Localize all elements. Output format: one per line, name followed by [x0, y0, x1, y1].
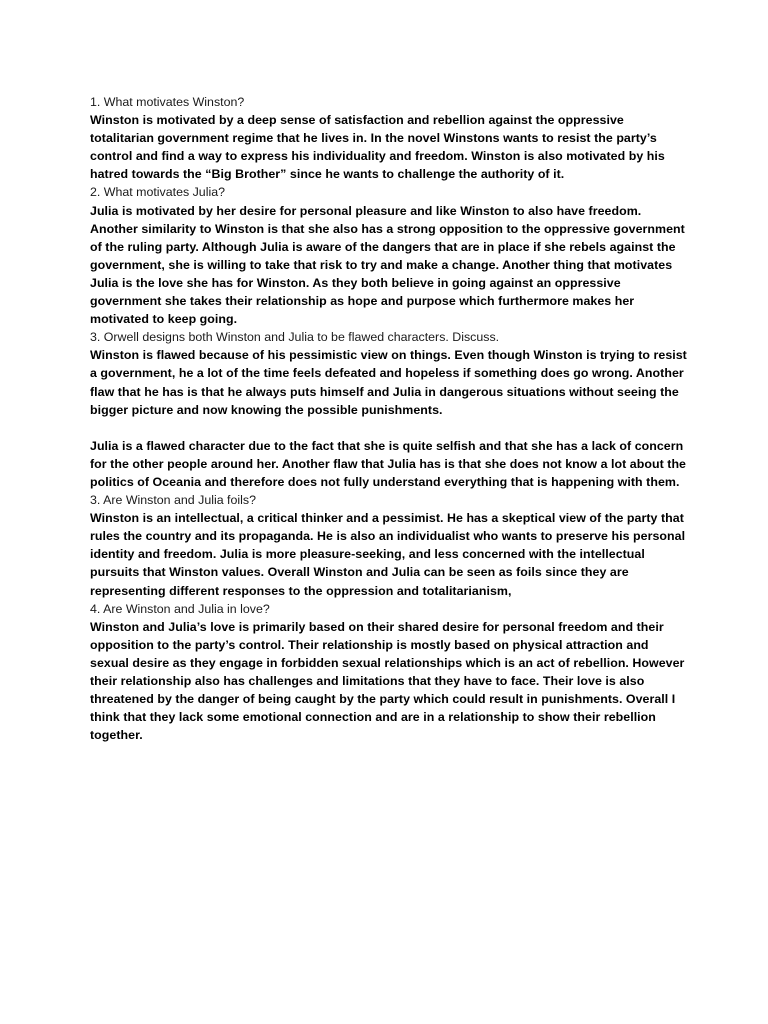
question-3: 3. Orwell designs both Winston and Julia to be flawed characters. Discuss.	[90, 330, 500, 345]
answer-5: Winston and Julia’s love is primarily based on their shared desire for personal freedom and their opposition to the party’s control. Their relationship is mostly based on physical attraction and sexual desire as they engage in forbidden sexual relationships which is an act of rebellion. However their relationship also has challenges and limitations that they have to face. Their love is also threatened by the danger of being caught by the party which could result in punishments. Overall I think that they lack some emotional connection and are in a relationship to show their rebellion together.	[90, 619, 685, 743]
document-page	[90, 93, 688, 744]
answer-3-julia: Julia is a flawed character due to the fact that she is quite selfish and that she has a lack of concern for the other people around her. Another flaw that Julia has is that she does not know a lot about the politics of Oceania and therefore does not fully understand everything that is happening with them.	[90, 438, 687, 489]
answer-4: Winston is an intellectual, a critical thinker and a pessimist. He has a skeptical view of the party that rules the country and its propaganda. He is also an individualist who wants to preserve his personal identity and freedom. Julia is more pleasure-seeking, and less concerned with the intellectual pursuits that Winston values. Overall Winston and Julia can be seen as foils since they are representing different responses to the oppression and totalitarianism,	[90, 511, 686, 598]
question-1: 1. What motivates Winston?	[90, 95, 245, 109]
answer-2: Julia is motivated by her desire for personal pleasure and like Winston to also have freedom. Another similarity to Winston is that she also has a strong opposition to the oppressive government of the ruling party. Although Julia is aware of the dangers that are in place if she rebels against the government, she is willing to take that risk to try and make a change. Another thing that motivates Julia is the love she has for Winston. As they both believe in going against an oppressive government she takes their relationship as hope and purpose which furthermore makes her motivated to keep going.	[90, 203, 685, 327]
question-5: 4. Are Winston and Julia in love?	[90, 601, 270, 616]
answer-3-winston: Winston is flawed because of his pessimistic view on things. Even though Winston is trying to resist a government, he a lot of the time feels defeated and hopeless if something does go wrong. Another flaw that he has is that he always puts himself and Julia in dangerous situations without seeing the bigger picture and now knowing the possible punishments.	[90, 348, 687, 417]
answer-1: Winston is motivated by a deep sense of satisfaction and rebellion against the oppressive totalitarian government regime that he lives in. In the novel Winstons wants to resist the party’s control and find a way to express his individuality and freedom. Winston is also motivated by his hatred towards the “Big Brother” since he wants to challenge the authority of it.	[90, 113, 665, 182]
question-4: 3. Are Winston and Julia foils?	[90, 493, 256, 508]
paragraph-gap	[90, 419, 688, 437]
question-2: 2. What motivates Julia?	[90, 185, 225, 200]
